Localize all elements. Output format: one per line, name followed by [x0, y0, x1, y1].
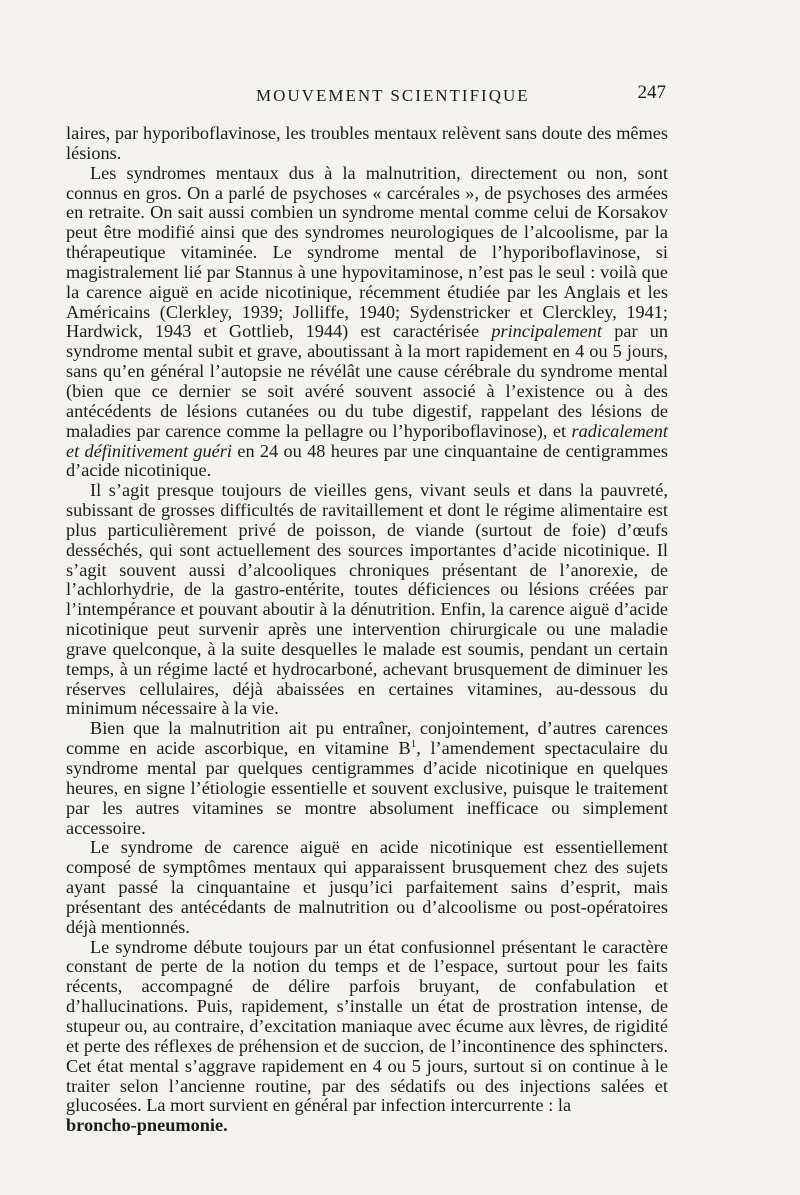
paragraph-2-mid: par un syndrome mental subit et grave, aboutissant à la mort rapidement en 4 ou 5 jours, sans qu’en général l’autopsie ne révélât une cause cérébrale du syndrome mental (bien que ce dernier se soit avéré souvent associé à l’existence ou à des antécédents de lésions cutanées ou du tube digestif, rappelant des lésions de maladies par carence comme la pellagre ou l’hyporiboflavinose), et — [66, 321, 668, 441]
paragraph-2-text: Les syndromes mentaux dus à la malnutrition, directement ou non, sont connus en gros. On a parlé de psychoses « carcérales », de psychoses des armées en retraite. On sait aussi combien un syndrome mental comme celui de Korsakov peut être modifié ainsi que des syndromes neurologiques de l’alcoolisme, par la thérapeutique vitaminée. Le syndrome mental de l’hyporiboflavinose, si magistralement lié par Stannus à une hypovitaminose, n’est pas le seul : voilà que la carence aiguë en acide nicotinique, récemment étudiée par les Anglais et les Américains (Clerkley, 1939; Jolliffe, 1940; Sydenstricker et Clerckley, 1941; Hardwick, 1943 et Gottlieb, 1944) est caractérisée — [66, 162, 668, 342]
paragraph-4-end: , l’amendement spectaculaire du syndrome mental par quelques centigrammes d’acide nicotinique en quelques heures, en signe l’étiologie essentielle et souvent exclusive, puisque le traitement par les autres vitamines se montre absolument inefficace ou simplement accessoire. — [66, 738, 668, 838]
paragraph-3 — [66, 481, 668, 719]
paragraph-1-text: laires, par hyporiboflavinose, les troubles mentaux relèvent sans doute des mêmes lésions. — [66, 123, 668, 163]
page-number: 247 — [637, 82, 666, 103]
paragraph-5-text: Le syndrome de carence aiguë en acide nicotinique est essentiellement composé de symptômes mentaux qui apparaissent brusquement chez des sujets ayant passé la cinquantaine et jusqu’ici parfaitement sains d’esprit, mais présentant des antécédants de malnutrition ou d’alcoolisme ou post-opératoires déjà mentionnés. — [66, 837, 668, 937]
paragraph-3-text: Il s’agit presque toujours de vieilles gens, vivant seuls et dans la pauvreté, subissant de grosses difficultés de ravitaillement et dont le régime alimentaire est plus particulièrement privé de poisson, de viande (surtout de foie) d’œufs desséchés, qui sont actuellement des sources importantes d’acide nicotinique. Il s’agit souvent aussi d’alcooliques chroniques présentant de l’anorexie, de l’achlorhydrie, de la gastro-entérite, toutes déficiences ou lésions créées par l’intempérance et pouvant aboutir à la dénutrition. Enfin, la carence aiguë d’acide nicotinique peut survenir après une intervention chirurgicale ou une maladie grave quelconque, à la suite desquelles le malade est soumis, pendant un certain temps, à un régime lacté et hydrocarboné, achevant brusquement de diminuer les réserves cellulaires, déjà abaissées en certaines vitamines, au-dessous du minimum nécessaire à la vie. — [66, 480, 668, 719]
body-text — [66, 124, 668, 1136]
running-title: MOUVEMENT SCIENTIFIQUE — [256, 86, 530, 105]
paragraph-4-text: Bien que la malnutrition ait pu entraîner, conjointement, d’autres carences comme en acide ascorbique, en vitamine B — [66, 718, 668, 759]
paragraph-1 — [66, 124, 668, 164]
paragraph-2-end: en 24 ou 48 heures par une cinquantaine de centigrammes d’acide nicotinique. — [66, 440, 668, 481]
paragraph-2-italic-2: radicalement et définitivement guéri — [66, 420, 668, 461]
paragraph-2-italic-1: principalement — [491, 321, 603, 342]
paragraph-6-text: Le syndrome débute toujours par un état confusionnel présentant le caractère constant de perte de la notion du temps et de l’espace, surtout pour les faits récents, accompagné de délire parfois bruyant, de confabulation et d’hallucinations. Puis, rapidement, s’installe un état de prostration intense, de stupeur ou, au contraire, d’excitation maniaque avec écume aux lèvres, de rigidité et perte des réflexes de préhension et de succion, de l’incontinence des sphincters. Cet état mental s’aggrave rapidement en 4 ou 5 jours, surtout si on continue à le traiter selon l’ancienne routine, par des sédatifs ou des injections salées et glucosées. La mort survient en général par infection intercurrente : la — [66, 936, 668, 1116]
paragraph-5 — [66, 838, 668, 937]
superscript: 1 — [410, 738, 417, 751]
paragraph-2 — [66, 164, 668, 482]
paragraph-6 — [66, 938, 668, 1136]
paragraph-6-bold: broncho-pneumonie. — [66, 1115, 228, 1136]
paragraph-4 — [66, 719, 668, 838]
